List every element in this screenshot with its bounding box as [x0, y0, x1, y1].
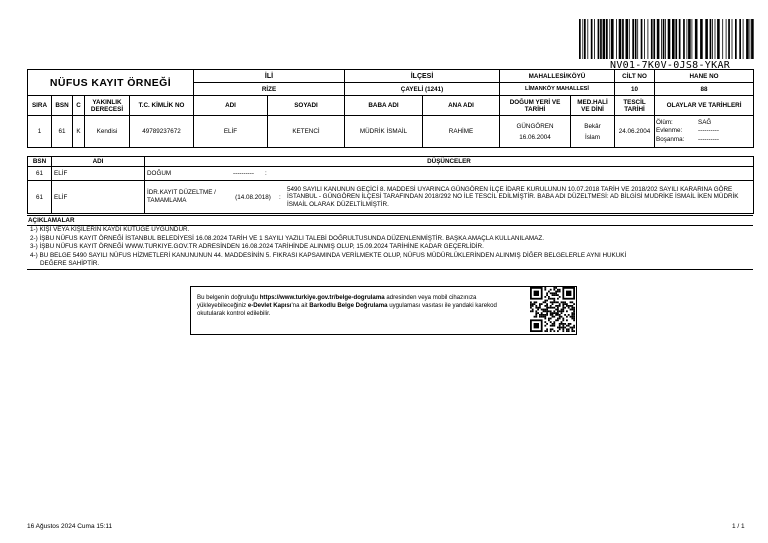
- note-type: İDR.KAYIT DÜZELTME / TAMAMLAMA: [147, 189, 216, 204]
- col-medeni: MED.HALİ VE DİNİ: [571, 96, 615, 116]
- document-title: NÜFUS KAYIT ÖRNEĞİ: [28, 70, 194, 96]
- notes-col-bsn: BSN: [28, 157, 52, 167]
- marriage-label: Evlenme:: [656, 127, 683, 135]
- document-number: NV01-7K0V-0JS8-YKAR: [610, 60, 731, 71]
- col-sira: SIRA: [28, 96, 52, 116]
- death-label: Ölüm:: [656, 118, 673, 126]
- header-mahalle: MAHALLESİ/KÖYÜ: [500, 70, 615, 83]
- col-baba: BABA ADI: [345, 96, 423, 116]
- barcode-image: [579, 19, 754, 59]
- birth-date: 16.06.2004: [519, 133, 551, 141]
- notes-col-dusunceler: DÜŞÜNCELER: [145, 157, 754, 167]
- print-date: 16 Ağustos 2024 Cuma 15:11: [27, 523, 113, 530]
- value-il: RİZE: [194, 83, 345, 96]
- note-body: [145, 181, 754, 214]
- cell-tckn: 49789237672: [130, 116, 194, 148]
- explanations-title: AÇIKLAMALAR: [27, 215, 753, 226]
- notes-table: [27, 156, 754, 214]
- cell-soyadi: KETENCİ: [268, 116, 345, 148]
- cell-tescil: 24.06.2004: [615, 116, 655, 148]
- explanations-section: [27, 215, 753, 270]
- cell-dogum: [500, 116, 571, 148]
- col-bsn: BSN: [52, 96, 73, 116]
- col-adi: ADI: [194, 96, 268, 116]
- note-adi: ELİF: [52, 167, 145, 181]
- col-olaylar: OLAYLAR VE TARİHLERİ: [655, 96, 754, 116]
- col-ana: ANA ADI: [423, 96, 500, 116]
- cell-bsn: 61: [52, 116, 73, 148]
- marital-status: Bekâr: [584, 122, 601, 130]
- cell-baba: MÜDRİK İSMAİL: [345, 116, 423, 148]
- value-ilce: ÇAYELİ (1241): [345, 83, 500, 96]
- note-separator: :: [279, 193, 281, 201]
- note-date: ----------: [233, 170, 254, 177]
- col-yakinlik: YAKINLIK DERECESİ: [85, 96, 130, 116]
- note-text: 5490 SAYILI KANUNUN GEÇİCİ 8. MADDESİ UYARINCA GÜNGÖREN İLÇE İDARE KURULUNUN 10.07.2018 TARİH VE 2018/202 SAYILI KARARINA GÖRE İSTANBUL - GÜNGÖREN İLÇESİ TARAFINDAN 2018/292 NO İLE TESCİL EDİLMİŞTİR. BABA ADI DÜZELTMESİ: AD BİLGİSİ MUDRİKE İSMAİL İKEN MÜDRİK İSMAİL OLARAK DÜZELTİLMİŞTİR.: [287, 185, 739, 208]
- value-hane: 88: [655, 83, 754, 96]
- col-c: C: [73, 96, 85, 116]
- qr-code-image: [530, 287, 575, 332]
- page-number: 1 / 1: [732, 523, 745, 530]
- cell-sira: 1: [28, 116, 52, 148]
- value-cilt: 10: [615, 83, 655, 96]
- cell-yakinlik: Kendisi: [85, 116, 130, 148]
- cell-medeni: [571, 116, 615, 148]
- note-adi: ELİF: [52, 181, 145, 214]
- col-tescil: TESCİL TARİHİ: [615, 96, 655, 116]
- marriage-value: ----------: [698, 127, 719, 135]
- verification-text: Bu belgenin doğruluğu https://www.turkiye.gov.tr/belge-dogrulama adresinden veya mobil cihazınıza yükleyebileceğiniz e-Devlet Kapısı'na ait Barkodlu Belge Doğrulama uygulaması vasıtası ile yandaki karekod okutularak kontrol edilebilir.: [197, 294, 497, 318]
- note-bsn: 61: [28, 181, 52, 214]
- explanation-line: 2-) İŞBU NÜFUS KAYIT ÖRNEĞİ İSTANBUL BELEDİYESİ 16.08.2024 TARİH VE 1 SAYILI YAZILI TALEBİ DOĞRULTUSUNDA DÜZENLENMİŞTİR. BAŞKA AMAÇLA KULLANILAMAZ.: [30, 234, 544, 242]
- note-separator: :: [265, 170, 267, 177]
- table-row: [28, 167, 754, 181]
- verification-link[interactable]: https://www.turkiye.gov.tr/belge-dogrulama: [259, 294, 385, 301]
- header-hane: HANE NO: [655, 70, 754, 83]
- death-value: SAĞ: [698, 118, 712, 126]
- note-date: (14.08.2018): [235, 193, 271, 201]
- cell-c: K: [73, 116, 85, 148]
- explanation-line: 1-) KİŞİ VEYA KİŞİLERİN KAYDI KÜTÜĞE UYGUNDUR.: [30, 226, 190, 233]
- note-bsn: 61: [28, 167, 52, 181]
- divorce-value: ----------: [698, 135, 719, 143]
- birth-place: GÜNGÖREN: [516, 122, 554, 130]
- col-dogum: DOĞUM YERİ VE TARİHİ: [500, 96, 571, 116]
- registry-table: [27, 69, 754, 148]
- col-soyadi: SOYADI: [268, 96, 345, 116]
- note-type: DOĞUM: [147, 170, 172, 177]
- divorce-label: Boşanma:: [656, 135, 685, 143]
- table-row: [28, 116, 754, 148]
- cell-ana: RAHİME: [423, 116, 500, 148]
- explanation-line: 3-) İŞBU NÜFUS KAYIT ÖRNEĞİ WWW.TURKIYE.GOV.TR ADRESİNDEN 16.08.2024 TARİHİNDE ALINMIŞ OLUP, 15.09.2024 TARİHİNE KADAR GEÇERLİDİR.: [30, 243, 484, 251]
- cell-adi: ELİF: [194, 116, 268, 148]
- religion: İslam: [584, 133, 601, 141]
- explanation-line: 4-) BU BELGE 5490 SAYILI NÜFUS HİZMETLERİ KANUNUNUN 44. MADDESİNİN 5. FIKRASI KAPSAMINDA VERİLMEKTE OLUP, NÜFUS MÜDÜRLÜKLERİNDEN ALINMIŞ DİĞER BELGELERLE AYNI HUKUKİ: [30, 251, 627, 259]
- header-ilce: İLÇESİ: [345, 70, 500, 83]
- notes-col-adi: ADI: [52, 157, 145, 167]
- cell-olaylar: [655, 116, 754, 148]
- table-row: [28, 181, 754, 214]
- note-body: [145, 167, 754, 181]
- header-cilt: CİLT NO: [615, 70, 655, 83]
- value-mahalle: LİMANKÖY MAHALLESİ: [500, 83, 615, 96]
- col-tckn: T.C. KİMLİK NO: [130, 96, 194, 116]
- header-il: İLİ: [194, 70, 345, 83]
- explanation-line: DEĞERE SAHİPTİR.: [27, 260, 753, 270]
